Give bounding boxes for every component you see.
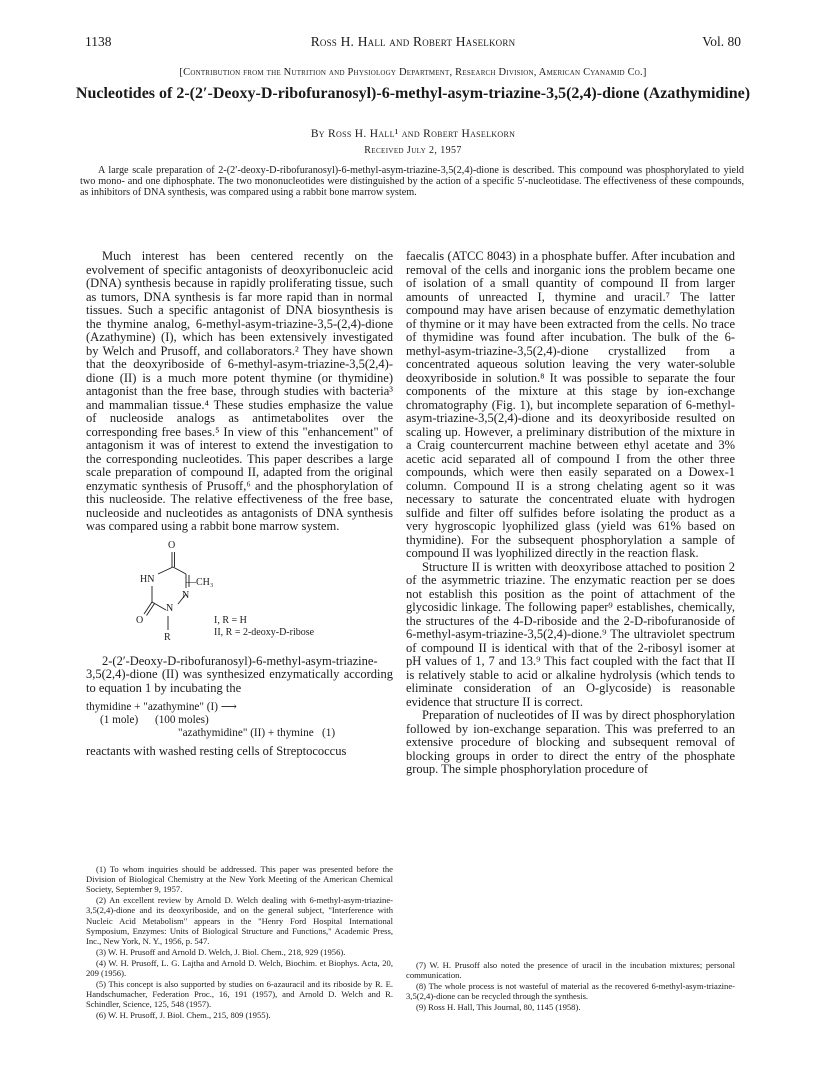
atom-r: R <box>164 631 171 643</box>
byline: By Ross H. Hall¹ and Robert Haselkorn <box>310 128 516 140</box>
right-column <box>406 250 735 777</box>
volume-label: Vol. 80 <box>702 34 741 49</box>
footnote-7: (7) W. H. Prusoff also noted the presence of uracil in the incubation mixtures; personal communication. <box>406 960 735 981</box>
received-date: Received July 2, 1957 <box>364 145 462 156</box>
atom-hn: HN <box>140 573 155 585</box>
left-column <box>86 250 393 759</box>
footnote-8: (8) The whole process is not wasteful of material as the recovered 6-methyl-asym-triazine-3,5(2,4)-dione can be recycled through the synthesis. <box>406 981 735 1002</box>
atom-n-ring-1: N <box>182 589 190 601</box>
abstract: A large scale preparation of 2-(2′-deoxy-D-ribofuranosyl)-6-methyl-asym-triazine-3,5(2,4)-dione is described. This compound was phosphorylated to yield two mono- and one diphosphate. The two mononucleotides were distinguished by the action of a specific 5′-nucleotidase. The effectiveness of these compounds, as inhibitors of DNA synthesis, was compared using a rabbit bone marrow system. <box>80 165 744 199</box>
structure-label-I: I, R = H <box>214 614 247 626</box>
running-authors: Ross H. Hall and Robert Haselkorn <box>310 34 516 49</box>
preparation-paragraph: Preparation of nucleotides of II was by direct phosphorylation followed by ion-exchange separation. This was preferred to an extensive procedure of blocking and subsequent removal of blocking groups in order to direct the entry of the phosphate group. The simple phosphorylation procedure of <box>406 708 735 776</box>
article-title: Nucleotides of 2-(2′-Deoxy-D-ribofuranosyl)-6-methyl-asym-triazine-3,5(2,4)-dione (Azathymidine) <box>75 85 751 102</box>
reactants-paragraph: reactants with washed resting cells of Streptococcus <box>86 744 347 758</box>
synthesis-paragraph: 2-(2′-Deoxy-D-ribofuranosyl)-6-methyl-asym-triazine-3,5(2,4)-dione (II) was synthesized enzymatically according to equation 1 by incubating the <box>86 653 393 695</box>
intro-paragraph: Much interest has been centered recently on the evolvement of specific antagonists of deoxyribonucleic acid (DNA) synthesis because in rapidly proliferating tissue, such as tumors, DNA synthesis is far more rapid than in normal tissues. Such a specific antagonist of DNA biosynthesis is the thymine analog, 6-methyl-asym-triazine-3,5-(2,4)-dione (Azathymine) (I), which has been extensively investigated by Welch and Prusoff, and collaborators.² They have shown that the deoxyriboside of 6-methyl-asym-triazine-3,5(2,4)-dione (II) is a much more potent thymine (or thymidine) antagonist than the free base, through studies with bacteria³ and mammalian tissue.⁴ These studies emphasize the value of nucleoside analogs as antimetabolites over the corresponding free bases.⁵ In view of this "enhancement" of antagonism it was of interest to extend the investigation to the corresponding nucleotides. This paper describes a large scale preparation of compound II, adapted from the original enzymatic synthesis of Prusoff,⁶ and the phosphorylation of this nucleoside. The relative effectiveness of the free base, nucleoside and nucleotides as antagonists of DNA synthesis was compared using a rabbit bone marrow system. <box>86 249 393 533</box>
structure-paragraph: Structure II is written with deoxyribose attached to position 2 of the asymmetric triazine. The enzymatic reaction per se does not establish this position as the point of attachment of the glycosidic linkage. The following paper⁹ establishes, chemically, the structures of the 4-D-riboside and the 2-D-ribofuranoside of 6-methyl-asym-triazine-3,5(2,4)-dione.⁹ The ultraviolet spectrum of compound II is identical with that of the 2-ribosyl isomer at pH values of 1, 7 and 13.⁹ This fact coupled with the fact that II is relatively stable to acid or alkaline hydrolysis (which tends to eliminate consideration of an O-glycoside) is reasonable evidence that structure II is correct. <box>406 559 735 709</box>
atom-o-top: O <box>168 539 176 551</box>
footnote-4: (4) W. H. Prusoff, L. G. Lajtha and Arnold D. Welch, Biochim. et Biophys. Acta, 20, 209 (1956). <box>86 957 393 978</box>
footnote-9: (9) Ross H. Hall, This Journal, 80, 1145 (1958). <box>416 1002 581 1012</box>
isolation-paragraph: faecalis (ATCC 8043) in a phosphate buffer. After incubation and removal of the cells and inorganic ions the problem became one of isolation of a small quantity of compound II from larger amounts of unreacted I, thymine and uracil.⁷ The latter compound may have arisen because of enzymatic demethylation of thymine or it may have been extracted from the cells. No trace of thymidine was found after incubation. The bulk of the 6-methyl-asym-triazine-3,5(2,4)-dione crystallized from a concentrated aqueous solution leaving the very water-soluble deoxyriboside in solution.⁸ It was possible to separate the four components of the mixture at this stage by ion-exchange chromatography (Fig. 1), but incomplete separation of 6-methyl-asym-triazine-3,5(2,4)-dione and its deoxyriboside resulted on scaling up. However, a preliminary distribution of the mixture in a Craig countercurrent machine between ethyl acetate and 3% acetic acid separated all of compound I from the other three compounds, which were then easily separated on a Dowex-1 column. Compound II is a strong chelating agent so it was necessary to saturate the concentrated eluate with hydrogen sulfide and filter off sulfides before isolating the product as a very hygroscopic lyophilized glass (yield was 61% based on thymidine). For the subsequent phosphorylation a sample of compound II was lyophilized directly in the reaction flask. <box>406 249 735 560</box>
footnote-1: (1) To whom inquiries should be addressed. This paper was presented before the Division of Biological Chemistry at the New York Meeting of the American Chemical Society, September 9, 1957. <box>86 864 393 895</box>
page-number: 1138 <box>85 34 112 49</box>
footnote-5: (5) This concept is also supported by studies on 6-azauracil and its riboside by R. E. Handschumacher, Federation Proc., 16, 191 (1957), and Arnold D. Welch and R. Schindler, Science, 125, 548 (1957). <box>86 978 393 1010</box>
footnotes-left <box>86 864 393 1021</box>
atom-n-ring-2: N <box>166 602 174 614</box>
equation-line-1: thymidine + "azathymine" (I) ⟶ <box>86 701 237 713</box>
footnote-3: (3) W. H. Prusoff and Arnold D. Welch, J. Biol. Chem., 218, 929 (1956). <box>96 946 346 957</box>
equation-1 <box>86 701 393 740</box>
equation-line-3: "azathymidine" (II) + thymine (1) <box>178 727 336 739</box>
substituent-ch3: —CH₃ <box>186 576 214 588</box>
footnote-2: (2) An excellent review by Arnold D. Welch dealing with 6-methyl-asym-triazine-3,5(2,4)-dione and its deoxyriboside, and on the general subject, "Interference with Nucleic Acid Metabolism" appears in the "Henry Ford Hospital International Symposium, Enzymes: Units of Biological Structure and Functions," Academic Press, Inc., New York, N. Y., 1956, p. 547. <box>86 895 393 947</box>
structure-label-II: II, R = 2-deoxy-D-ribose <box>214 626 315 638</box>
footnotes-right <box>406 960 735 1013</box>
equation-line-2: (1 mole) (100 moles) <box>100 714 209 726</box>
footnote-6: (6) W. H. Prusoff, J. Biol. Chem., 215, 809 (1955). <box>96 1009 271 1020</box>
atom-o-bottom: O <box>136 614 144 626</box>
chemical-structure-diagram <box>86 538 393 653</box>
contribution-note: [Contribution from the Nutrition and Physiology Department, Research Division, American Cyanamid Co.] <box>179 67 647 78</box>
